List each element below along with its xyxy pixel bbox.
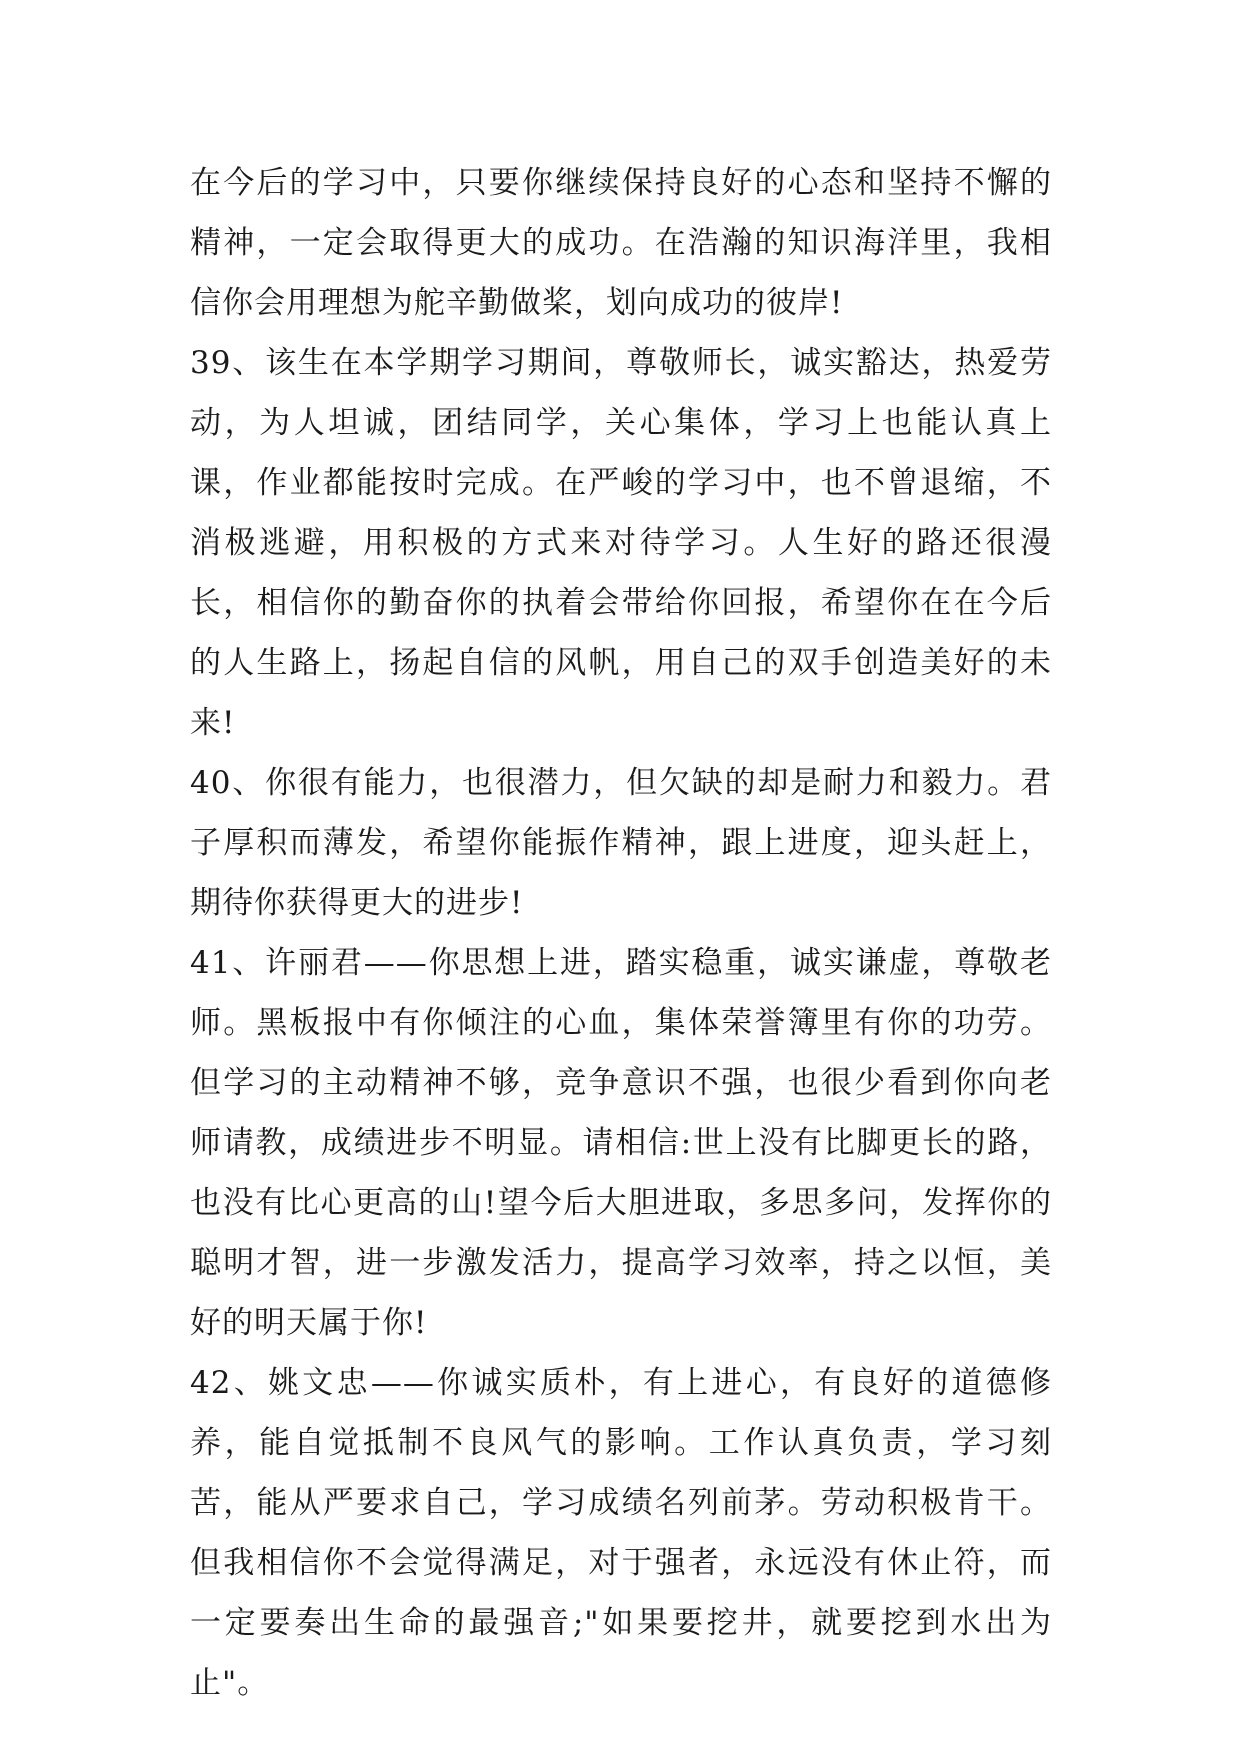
- paragraph-comment-41: 41、许丽君——你思想上进，踏实稳重，诚实谦虚，尊敬老师。黑板报中有你倾注的心血，集体荣誉簿里有你的功劳。但学习的主动精神不够，竞争意识不强，也很少看到你向老师请教，成绩进步不明显。请相信:世上没有比脚更长的路，也没有比心更高的山!望今后大胆进取，多思多问，发挥你的聪明才智，进一步激发活力，提高学习效率，持之以恒，美好的明天属于你!: [190, 945, 1052, 1341]
- paragraph-comment-42: 42、姚文忠——你诚实质朴，有上进心，有良好的道德修养，能自觉抵制不良风气的影响。工作认真负责，学习刻苦，能从严要求自己，学习成绩名列前茅。劳动积极肯干。但我相信你不会觉得满足，对于强者，永远没有休止符，而一定要奏出生命的最强音;"如果要挖井，就要挖到水出为止"。: [190, 1365, 1052, 1701]
- document-body: [190, 153, 1052, 1713]
- paragraph-comment-40: 40、你很有能力，也很潜力，但欠缺的却是耐力和毅力。君子厚积而薄发，希望你能振作精神，跟上进度，迎头赶上，期待你获得更大的进步!: [190, 765, 1052, 921]
- paragraph-comment-39: 39、该生在本学期学习期间，尊敬师长，诚实豁达，热爱劳动，为人坦诚，团结同学，关心集体，学习上也能认真上课，作业都能按时完成。在严峻的学习中，也不曾退缩，不消极逃避，用积极的方式来对待学习。人生好的路还很漫长，相信你的勤奋你的执着会带给你回报，希望你在在今后的人生路上，扬起自信的风帆，用自己的双手创造美好的未来!: [190, 345, 1052, 741]
- paragraph-continuation: 在今后的学习中，只要你继续保持良好的心态和坚持不懈的精神，一定会取得更大的成功。在浩瀚的知识海洋里，我相信你会用理想为舵辛勤做桨，划向成功的彼岸!: [190, 165, 1052, 321]
